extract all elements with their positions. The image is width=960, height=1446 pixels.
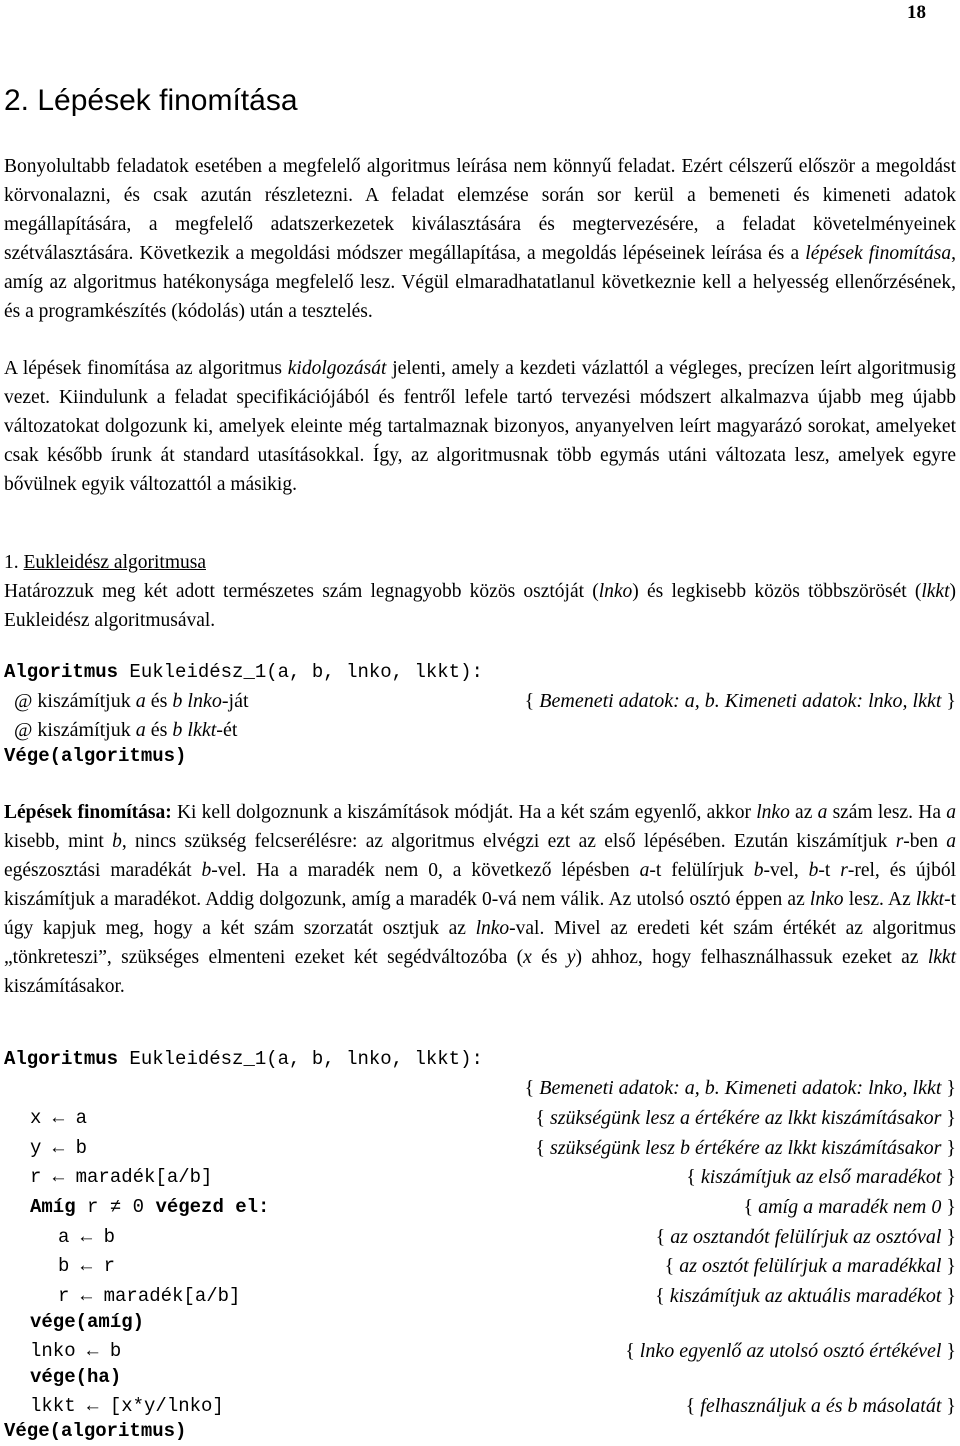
algo1-line-2: @ kiszámítjuk a és b lkkt-ét (14, 719, 238, 741)
algo2-line-6: b ← r { az osztót felülírjuk a maradékkal } (58, 1255, 956, 1277)
algo2-end: Vége(algoritmus) (4, 1420, 187, 1442)
algo2-header: Algoritmus Eukleidész_1(a, b, lnko, lkkt): (4, 1048, 483, 1070)
intro-paragraph-2: A lépések finomítása az algoritmus kidolgozását jelenti, amely a kezdeti vázlattól a végleges, precízen leírt algoritmusig vezet. Kiindulunk a feladat specifikációjából és fentről lefele tartó tervezési módszert alkalmazva újabb meg újabb változatokat dolgozunk ki, amelyek eleinte még tartalmaznak bizonyos, anyanyelven leírt magyarázó sorokat, amelyeket csak később írunk át standard utasításokkal. Így, az algoritmusnak több egymás utáni változata lesz, amelyek egyre bővülnek egyik változattól a másikig. (4, 358, 956, 495)
algo2-line-7: r ← maradék[a/b] { kiszámítjuk az aktuális maradékot } (58, 1285, 956, 1307)
page-number: 18 (907, 2, 926, 23)
algo2-line-5: a ← b { az osztandót felülírjuk az osztóval } (58, 1226, 956, 1248)
algo2-line-8: vége(amíg) (30, 1311, 145, 1333)
algo2-line-3: r ← maradék[a/b] { kiszámítjuk az első maradékot } (30, 1166, 956, 1188)
algo2-line-10: vége(ha) (30, 1366, 122, 1388)
algo1-header: Algoritmus Eukleidész_1(a, b, lnko, lkkt): (4, 661, 483, 683)
section-text: Határozzuk meg két adott természetes szám legnagyobb közös osztóját (lnko) és legkisebb közös többszörösét (lkkt) Eukleidész algoritmusával. (4, 581, 956, 631)
algo2-comment-0: { Bemeneti adatok: a, b. Kimeneti adatok: lnko, lkkt } (524, 1077, 956, 1099)
algo1-line-1: @ kiszámítjuk a és b lnko-ját { Bemeneti adatok: a, b. Kimeneti adatok: lnko, lkkt } (14, 690, 956, 712)
algo2-line-9: lnko ← b { lnko egyenlő az utolsó osztó értékével } (30, 1340, 956, 1362)
algo2-line-2: y ← b { szükségünk lesz b értékére az lkkt kiszámításakor } (30, 1137, 956, 1159)
algo2-line-1: x ← a { szükségünk lesz a értékére az lkkt kiszámításakor } (30, 1107, 956, 1129)
refinement-paragraph: Lépések finomítása: Ki kell dolgoznunk a kiszámítások módját. Ha a két szám egyenlő, akkor lnko az a szám lesz. Ha a kisebb, mint b, nincs szükség felcserélésre: az algoritmus elvégzi ezt az első lépésében. Ezután kiszámítjuk r-ben a egészosztási maradékát b-vel. Ha a maradék nem 0, a következő lépésben a-t felülírjuk b-vel, b-t r-rel, és újból kiszámítjuk a maradékot. Addig dolgozunk, amíg a maradék 0-vá nem válik. Az utolsó osztó éppen az lnko lesz. Az lkkt-t úgy kapjuk meg, hogy a két szám szorzatát osztjuk az lnko-val. Mivel az eredeti két szám értékét az algoritmus „tönkreteszi”, szükséges elmenteni ezeket két segédváltozóba (x és y) ahhoz, hogy felhasználhassuk ezeket az lkkt kiszámításakor. (4, 802, 957, 997)
section-heading: 1. Eukleidész algoritmusa (4, 552, 206, 573)
chapter-title: 2. Lépések finomítása (4, 84, 298, 117)
algo1-end: Vége(algoritmus) (4, 745, 187, 767)
algo2-line-11: lkkt ← [x*y/lnko] { felhasználjuk a és b másolatát } (30, 1395, 956, 1417)
algo2-line-4: Amíg r ≠ 0 végezd el: { amíg a maradék nem 0 } (30, 1196, 956, 1218)
intro-paragraph-1: Bonyolultabb feladatok esetében a megfelelő algoritmus leírása nem könnyű feladat. Ezért célszerű először a megoldást körvonalazni, és csak azután részletezni. A feladat elemzése során sor kerül a bemeneti és kimeneti adatok megállapítására, a megfelelő adatszerkezetek kiválasztására és megtervezésére, a feladat követelményeinek szétválasztására. Következik a megoldási módszer megállapítása, a megoldás lépéseinek leírása és a lépések finomítása, amíg az algoritmus hatékonysága megfelelő lesz. Végül elmaradhatatlanul következnie kell a helyesség ellenőrzésének, és a programkészítés (kódolás) után a tesztelés. (4, 156, 957, 322)
